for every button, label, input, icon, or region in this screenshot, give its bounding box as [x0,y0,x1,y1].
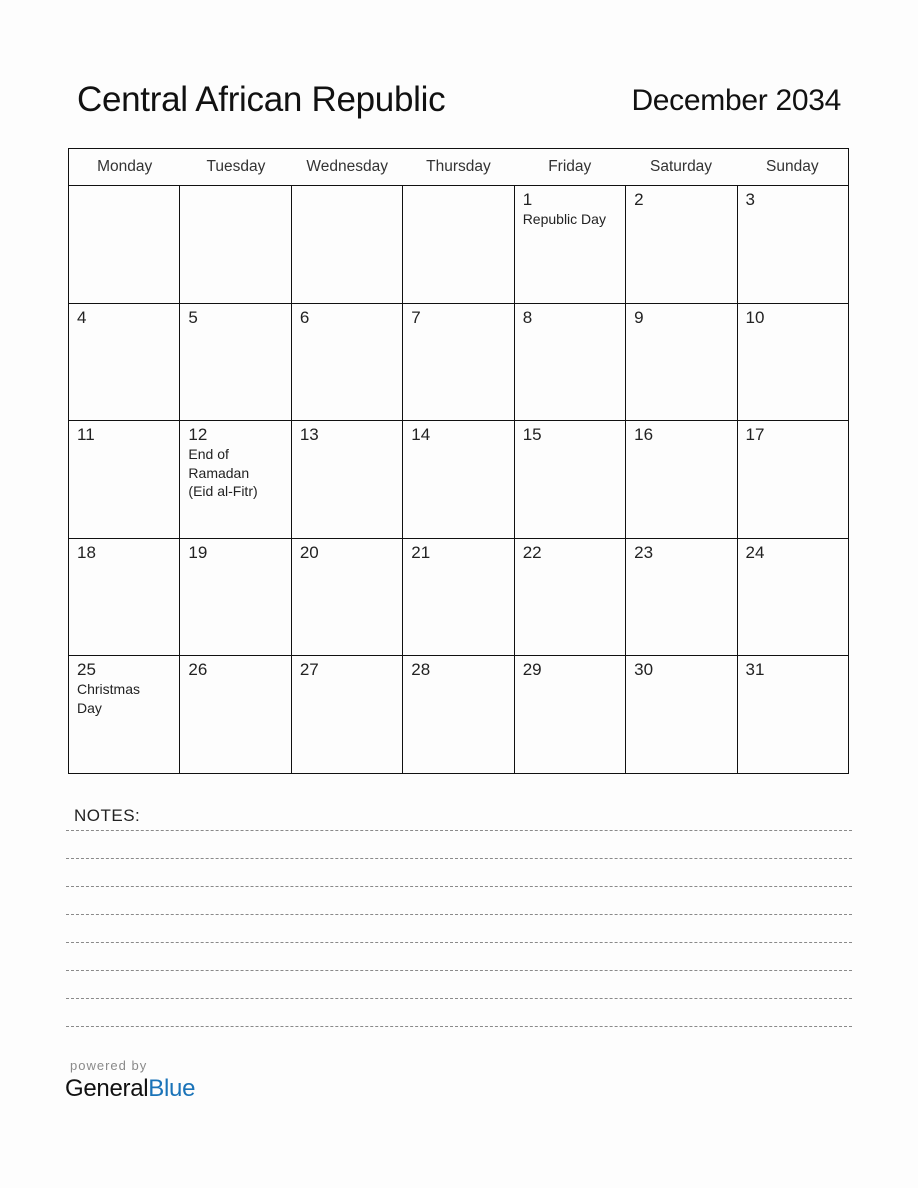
day-cell [738,656,848,773]
day-cell [626,656,737,773]
notes-line [66,998,852,999]
day-cell [738,186,848,303]
day-cell [738,421,848,538]
day-number: 20 [299,542,319,562]
day-cell [738,304,848,421]
day-number: 19 [188,542,208,562]
day-cell [292,539,403,656]
day-cell [292,421,403,538]
day-number: 24 [745,542,765,562]
day-cell [626,186,737,303]
day-number: 2 [634,190,644,209]
day-cell [69,421,180,538]
day-cell [180,539,291,656]
day-number: 26 [188,660,208,680]
week-row-2 [69,304,848,422]
day-number: 7 [411,307,421,327]
day-cell [515,656,626,773]
day-cell [180,186,291,303]
weekday-header-row [69,149,848,186]
day-cell [292,186,403,303]
day-cell [626,539,737,656]
day-cell [515,186,626,303]
day-cell [69,656,180,773]
day-number: 18 [77,542,96,562]
day-number: 4 [77,307,87,327]
notes-line [66,970,852,971]
notes-line [66,942,852,943]
week-row-4 [69,539,848,657]
week-row-1 [69,186,848,304]
holiday-label: Republic Day [522,211,606,227]
day-number: 16 [634,425,654,445]
day-number: 22 [522,542,542,562]
day-number: 12 [188,425,208,445]
weekday-wednesday: Wednesday [306,158,388,175]
generalblue-logo [65,1075,195,1103]
day-number: 6 [299,307,310,327]
weekday-saturday: Saturday [650,158,713,175]
day-cell [180,656,291,773]
calendar-grid [68,148,849,774]
day-number: 9 [634,307,644,327]
day-cell [403,656,514,773]
day-cell [69,304,180,421]
day-number: 25 [77,660,96,680]
notes-line [66,886,852,887]
weekday-thursday: Thursday [426,158,491,175]
week-row-5 [69,656,848,773]
day-cell [626,421,737,538]
day-cell [292,304,403,421]
week-row-3 [69,421,848,539]
day-cell [738,539,848,656]
day-number: 28 [411,660,431,680]
day-cell [180,304,291,421]
day-number: 21 [411,542,431,562]
day-number: 11 [77,425,95,445]
notes-line [66,858,852,859]
weekday-tuesday: Tuesday [206,158,266,175]
day-number: 8 [522,307,533,327]
day-number: 13 [299,425,319,445]
day-number: 29 [522,660,542,680]
day-cell [292,656,403,773]
day-number: 10 [745,307,765,327]
day-cell [515,421,626,538]
day-number: 14 [411,425,431,445]
day-cell [69,186,180,303]
day-cell [403,186,514,303]
notes-label: NOTES: [74,806,141,825]
day-cell [515,304,626,421]
day-number: 3 [745,190,755,209]
holiday-label: End of Ramadan (Eid al-Fitr) [188,446,258,500]
day-number: 27 [299,660,319,680]
brand-blue: Blue [148,1075,196,1102]
weekday-monday: Monday [97,158,153,175]
notes-line [66,914,852,915]
powered-by-text: powered by [70,1058,148,1073]
day-cell [403,421,514,538]
country-title: Central African Republic [77,80,446,119]
day-number: 5 [188,307,198,327]
month-year-title: December 2034 [631,84,841,117]
day-number: 31 [745,660,765,680]
notes-line [66,1026,852,1027]
day-number: 23 [634,542,654,562]
notes-line [66,830,852,831]
day-cell [515,539,626,656]
day-cell [180,421,291,538]
day-number: 15 [522,425,542,445]
weekday-sunday: Sunday [766,158,819,175]
day-cell [69,539,180,656]
day-number: 30 [634,660,654,680]
weekday-friday: Friday [548,158,592,175]
day-number: 17 [745,425,765,445]
day-number: 1 [522,190,533,209]
brand-general: General [65,1075,149,1102]
day-cell [626,304,737,421]
holiday-label: Christmas Day [77,681,141,716]
day-cell [403,539,514,656]
day-cell [403,304,514,421]
